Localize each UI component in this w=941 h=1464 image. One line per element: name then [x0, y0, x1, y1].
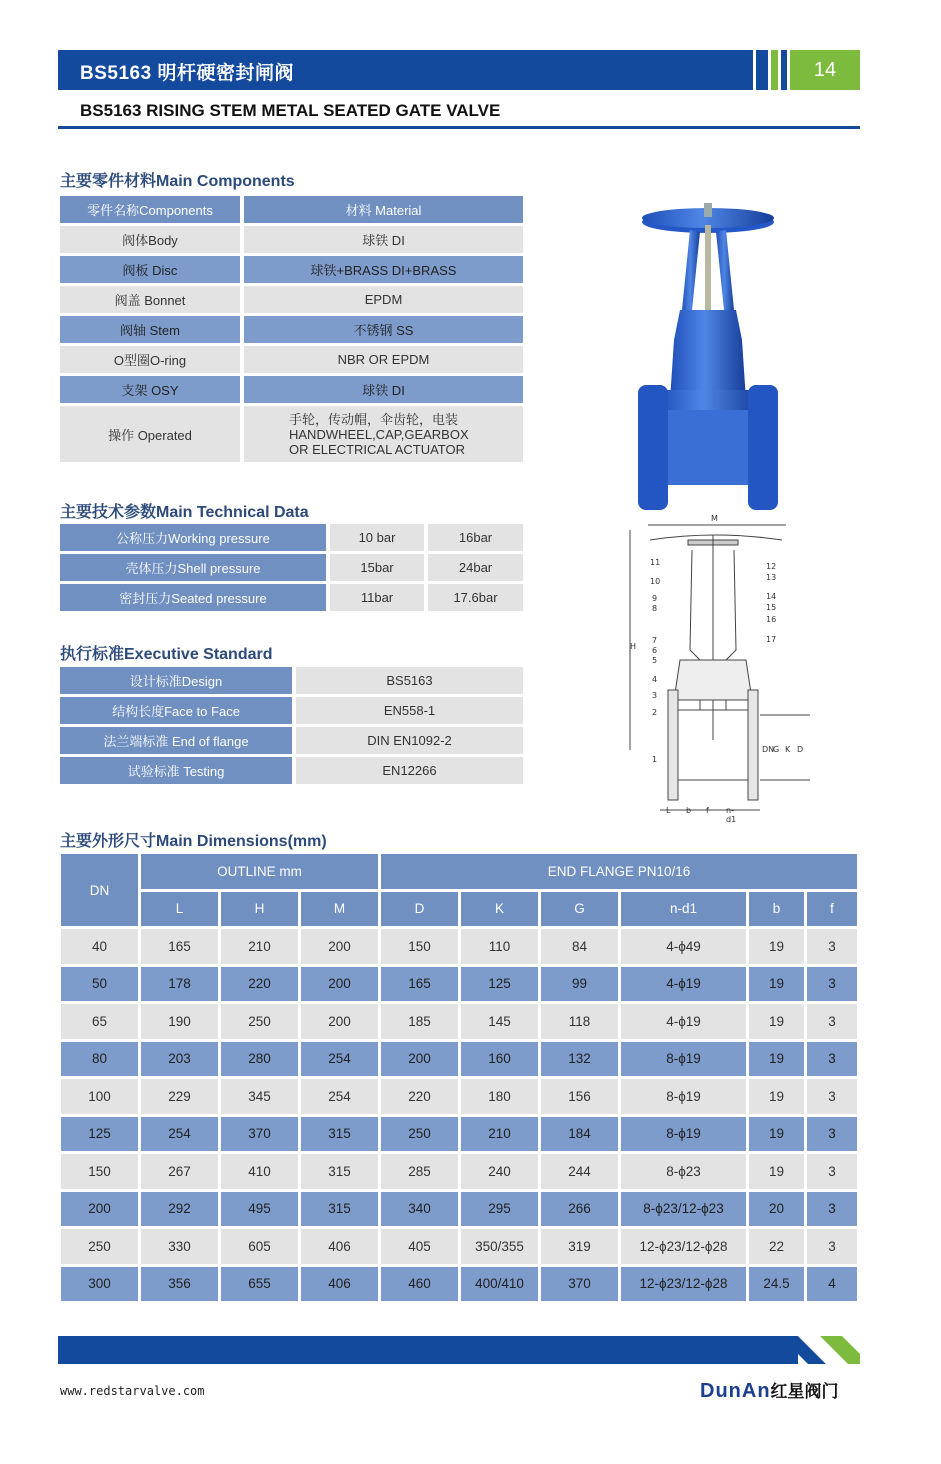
tech-label: 壳体压力Shell pressure: [60, 554, 326, 581]
drawing-label: 17: [766, 635, 777, 644]
table-cell: 200: [381, 1042, 458, 1077]
table-cell: 100: [61, 1079, 138, 1114]
table-cell: 184: [541, 1117, 618, 1152]
table-cell: 3: [807, 1229, 857, 1264]
header-divider: [58, 126, 860, 129]
table-cell: 220: [381, 1079, 458, 1114]
col-header: G: [541, 892, 618, 927]
table-cell: 50: [61, 967, 138, 1002]
table-cell: 8-ϕ19: [621, 1042, 746, 1077]
material-cell: [244, 406, 523, 462]
table-cell: 3: [807, 1154, 857, 1189]
footer-logo: [700, 1377, 839, 1403]
col-header: D: [381, 892, 458, 927]
drawing-label: 11: [650, 558, 661, 567]
table-cell: 200: [301, 967, 378, 1002]
standard-value: DIN EN1092-2: [296, 727, 523, 754]
table-cell: 19: [749, 1117, 804, 1152]
tech-value: 10 bar: [330, 524, 424, 551]
drawing-label: 7: [652, 636, 658, 645]
outline-header: OUTLINE mm: [141, 854, 378, 889]
end-flange-header: END FLANGE PN10/16: [381, 854, 857, 889]
drawing-label: 15: [766, 603, 777, 612]
table-cell: 190: [141, 1004, 218, 1039]
dimensions-body: [61, 929, 857, 1301]
table-cell: 292: [141, 1192, 218, 1227]
table-cell: 250: [221, 1004, 298, 1039]
table-cell: 203: [141, 1042, 218, 1077]
table-cell: 8-ϕ19: [621, 1117, 746, 1152]
table-cell: 150: [61, 1154, 138, 1189]
page-subtitle: BS5163 RISING STEM METAL SEATED GATE VALVE: [80, 101, 501, 120]
operated-line: 手轮，传动帽，伞齿轮，电装: [289, 411, 459, 427]
table-cell: 110: [461, 929, 538, 964]
table-row: [61, 1117, 857, 1152]
col-header: n-d1: [621, 892, 746, 927]
table-cell: 220: [221, 967, 298, 1002]
table-cell: 165: [141, 929, 218, 964]
table-cell: 118: [541, 1004, 618, 1039]
table-cell: 3: [807, 967, 857, 1002]
table-cell: 3: [807, 1042, 857, 1077]
standard-title: 执行标准Executive Standard: [60, 646, 273, 663]
drawing-label: DN: [762, 745, 775, 754]
drawing-label: 5: [652, 656, 658, 665]
drawing-label: 1: [652, 755, 658, 764]
table-cell: 156: [541, 1079, 618, 1114]
table-cell: 12-ϕ23/12-ϕ28: [621, 1229, 746, 1264]
table-cell: 8-ϕ23/12-ϕ23: [621, 1192, 746, 1227]
drawing-label: b: [686, 806, 692, 815]
table-cell: 315: [301, 1117, 378, 1152]
part-cell: 阀盖 Bonnet: [60, 286, 240, 313]
table-cell: 4-ϕ19: [621, 967, 746, 1002]
table-cell: 3: [807, 1117, 857, 1152]
col-header: L: [141, 892, 218, 927]
table-cell: 19: [749, 967, 804, 1002]
dimensions-table: [58, 851, 860, 1304]
material-cell: NBR OR EPDM: [244, 346, 523, 373]
table-cell: 406: [301, 1267, 378, 1302]
header-stripe: [781, 50, 787, 90]
table-cell: 4-ϕ19: [621, 1004, 746, 1039]
table-cell: 8-ϕ23: [621, 1154, 746, 1189]
table-cell: 185: [381, 1004, 458, 1039]
table-cell: 84: [541, 929, 618, 964]
table-row: [61, 1154, 857, 1189]
table-cell: 254: [301, 1042, 378, 1077]
table-cell: 200: [61, 1192, 138, 1227]
table-row: [61, 1004, 857, 1039]
material-cell: 球铁+BRASS DI+BRASS: [244, 256, 523, 283]
table-cell: 160: [461, 1042, 538, 1077]
table-cell: 19: [749, 1042, 804, 1077]
table-row: [61, 1192, 857, 1227]
table-cell: 22: [749, 1229, 804, 1264]
table-cell: 280: [221, 1042, 298, 1077]
table-cell: 370: [541, 1267, 618, 1302]
table-row: [61, 1079, 857, 1114]
tech-value: 11bar: [330, 584, 424, 611]
col-part-header: 零件名称Components: [60, 196, 240, 223]
valve-product-image: [620, 200, 795, 515]
table-row: [61, 1267, 857, 1302]
table-cell: 300: [61, 1267, 138, 1302]
drawing-label: 3: [652, 691, 658, 700]
table-cell: 165: [381, 967, 458, 1002]
col-header: H: [221, 892, 298, 927]
table-cell: 370: [221, 1117, 298, 1152]
drawing-label: 13: [766, 573, 777, 582]
table-cell: 285: [381, 1154, 458, 1189]
drawing-label: 8: [652, 604, 658, 613]
part-cell: 阀板 Disc: [60, 256, 240, 283]
drawing-label: 2: [652, 708, 658, 717]
table-cell: 99: [541, 967, 618, 1002]
standard-label: 法兰端标准 End of flange: [60, 727, 292, 754]
footer-stripes: [780, 1336, 860, 1364]
table-cell: 356: [141, 1267, 218, 1302]
page-number: 14: [790, 50, 860, 90]
drawing-label: G: [773, 745, 780, 754]
standard-value: EN12266: [296, 757, 523, 784]
components-table: [56, 193, 527, 465]
footer-bar: [58, 1336, 798, 1364]
table-cell: 210: [461, 1117, 538, 1152]
table-cell: 655: [221, 1267, 298, 1302]
table-cell: 12-ϕ23/12-ϕ28: [621, 1267, 746, 1302]
table-cell: 65: [61, 1004, 138, 1039]
table-cell: 24.5: [749, 1267, 804, 1302]
table-cell: 315: [301, 1154, 378, 1189]
table-cell: 605: [221, 1229, 298, 1264]
material-cell: 不锈钢 SS: [244, 316, 523, 343]
standard-value: BS5163: [296, 667, 523, 694]
drawing-label: 14: [766, 592, 777, 601]
table-cell: 267: [141, 1154, 218, 1189]
table-cell: 125: [461, 967, 538, 1002]
components-title: 主要零件材料Main Components: [60, 173, 295, 190]
part-cell: O型圈O-ring: [60, 346, 240, 373]
drawing-label: 12: [766, 562, 777, 571]
table-cell: 19: [749, 929, 804, 964]
part-cell: 操作 Operated: [60, 406, 240, 462]
table-cell: 178: [141, 967, 218, 1002]
table-cell: 210: [221, 929, 298, 964]
table-cell: 3: [807, 1079, 857, 1114]
technical-title: 主要技术参数Main Technical Data: [60, 504, 309, 521]
table-cell: 4: [807, 1267, 857, 1302]
table-cell: 240: [461, 1154, 538, 1189]
table-cell: 3: [807, 929, 857, 964]
table-cell: 405: [381, 1229, 458, 1264]
table-cell: 145: [461, 1004, 538, 1039]
table-cell: 406: [301, 1229, 378, 1264]
material-cell: EPDM: [244, 286, 523, 313]
table-cell: 3: [807, 1004, 857, 1039]
table-cell: 460: [381, 1267, 458, 1302]
header-stripe: [756, 50, 768, 90]
table-cell: 330: [141, 1229, 218, 1264]
table-row: [61, 929, 857, 964]
table-cell: 244: [541, 1154, 618, 1189]
table-cell: 4-ϕ49: [621, 929, 746, 964]
drawing-label: f: [706, 806, 709, 815]
table-cell: 132: [541, 1042, 618, 1077]
standard-label: 结构长度Face to Face: [60, 697, 292, 724]
tech-value: 16bar: [428, 524, 523, 551]
table-cell: 3: [807, 1192, 857, 1227]
col-material-header: 材料 Material: [244, 196, 523, 223]
table-cell: 345: [221, 1079, 298, 1114]
logo-text-cn: 红星阀门: [770, 1382, 839, 1401]
header-stripe: [771, 50, 778, 90]
part-cell: 阀轴 Stem: [60, 316, 240, 343]
dn-header: DN: [61, 854, 138, 926]
standard-label: 试验标准 Testing: [60, 757, 292, 784]
drawing-label: H: [630, 642, 637, 651]
col-header: b: [749, 892, 804, 927]
table-cell: 315: [301, 1192, 378, 1227]
table-cell: 350/355: [461, 1229, 538, 1264]
table-cell: 495: [221, 1192, 298, 1227]
table-cell: 229: [141, 1079, 218, 1114]
table-cell: 319: [541, 1229, 618, 1264]
table-cell: 80: [61, 1042, 138, 1077]
table-cell: 19: [749, 1154, 804, 1189]
drawing-label: 6: [652, 646, 658, 655]
operated-line: OR ELECTRICAL ACTUATOR: [289, 441, 466, 457]
table-row: [61, 1229, 857, 1264]
operated-line: HANDWHEEL,CAP,GEARBOX: [289, 426, 469, 442]
table-cell: 400/410: [461, 1267, 538, 1302]
table-cell: 340: [381, 1192, 458, 1227]
table-row: [61, 1042, 857, 1077]
col-header: f: [807, 892, 857, 927]
dimensions-title: 主要外形尺寸Main Dimensions(mm): [60, 833, 327, 850]
tech-value: 15bar: [330, 554, 424, 581]
footer-url: www.redstarvalve.com: [60, 1384, 205, 1398]
drawing-label: 16: [766, 615, 777, 624]
table-cell: 180: [461, 1079, 538, 1114]
table-cell: 200: [301, 1004, 378, 1039]
table-cell: 295: [461, 1192, 538, 1227]
table-cell: 250: [61, 1229, 138, 1264]
table-cell: 125: [61, 1117, 138, 1152]
table-cell: 19: [749, 1079, 804, 1114]
standard-table: [56, 664, 527, 787]
drawing-label: 9: [652, 594, 658, 603]
table-cell: 8-ϕ19: [621, 1079, 746, 1114]
table-cell: 266: [541, 1192, 618, 1227]
standard-label: 设计标准Design: [60, 667, 292, 694]
table-cell: 254: [301, 1079, 378, 1114]
drawing-label: M: [711, 514, 718, 523]
valve-section-drawing: [620, 510, 820, 820]
table-cell: 250: [381, 1117, 458, 1152]
standard-value: EN558-1: [296, 697, 523, 724]
table-cell: 19: [749, 1004, 804, 1039]
table-cell: 410: [221, 1154, 298, 1189]
page-title: BS5163 明杆硬密封闸阀: [80, 63, 294, 84]
part-cell: 支架 OSY: [60, 376, 240, 403]
drawing-label: 4: [652, 675, 658, 684]
technical-table: [56, 521, 527, 614]
part-cell: 阀体Body: [60, 226, 240, 253]
tech-value: 17.6bar: [428, 584, 523, 611]
drawing-label: K: [785, 745, 791, 754]
table-cell: 150: [381, 929, 458, 964]
logo-text: DunAn: [700, 1380, 771, 1402]
drawing-label: 10: [650, 577, 661, 586]
drawing-label: L: [666, 806, 671, 815]
table-row: [61, 967, 857, 1002]
table-cell: 254: [141, 1117, 218, 1152]
material-cell: 球铁 DI: [244, 226, 523, 253]
tech-label: 密封压力Seated pressure: [60, 584, 326, 611]
table-cell: 200: [301, 929, 378, 964]
table-cell: 40: [61, 929, 138, 964]
tech-value: 24bar: [428, 554, 523, 581]
material-cell: 球铁 DI: [244, 376, 523, 403]
drawing-label: D: [797, 745, 804, 754]
table-cell: 20: [749, 1192, 804, 1227]
col-header: M: [301, 892, 378, 927]
tech-label: 公称压力Working pressure: [60, 524, 326, 551]
col-header: K: [461, 892, 538, 927]
drawing-label: n-d1: [726, 806, 737, 824]
